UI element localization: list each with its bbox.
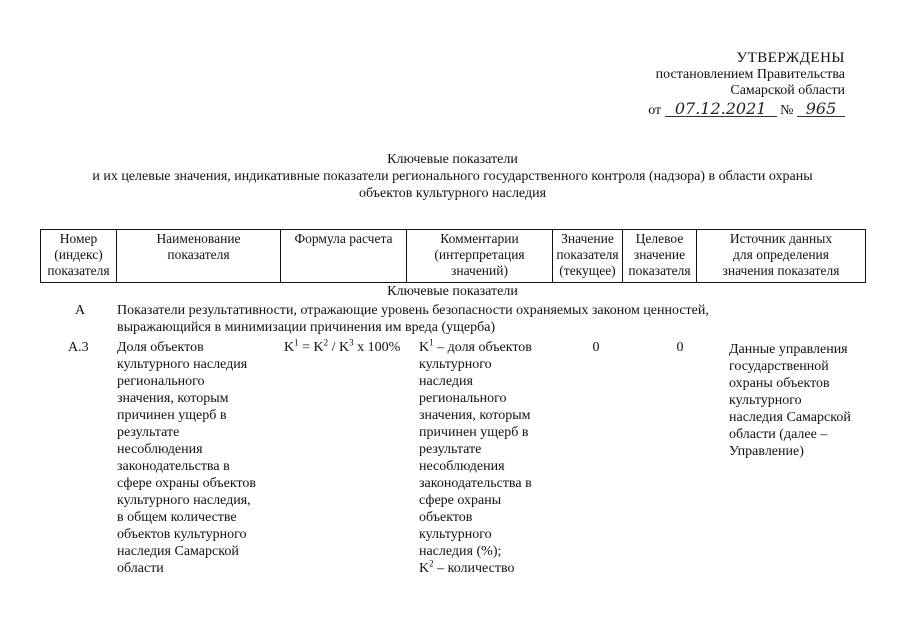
section-line-1: Показатели результативности, отражающие уровень безопасности охраняемых законом ценностей, [117,303,709,318]
document-title [40,151,865,202]
header-cell-number [41,230,117,283]
formula-symbol: K [339,340,350,355]
target-value: 0 [676,340,684,355]
header-text: Наименование [156,231,241,246]
title-line-3: объектов культурного наследия [358,186,547,201]
number-prefix: № [780,103,794,118]
header-text: показателя [556,247,619,262]
formula-operator: = [298,340,314,355]
header-text: Значение [561,231,614,246]
formula-index: 2 [429,558,434,569]
comment-line: несоблюдения [419,459,505,474]
comment-line: значения, которым [419,408,531,423]
header-text: Формула расчета [294,231,393,246]
header-cell-name [117,230,281,283]
section-line-2: выражающийся в минимизации причинения им вреда (ущерба) [117,320,496,335]
source-line: наследия Самарской [729,410,851,425]
comment-line: объектов [419,510,473,525]
approval-heading: УТВЕРЖДЕНЫ [736,50,845,66]
header-cell-data-source [697,230,866,283]
header-text: Целевое [635,231,684,246]
handwritten-number: 965 [797,101,845,117]
approval-line-2: Самарской области [730,83,845,98]
section-code: А [75,303,86,318]
title-line-2: и их целевые значения, индикативные показатели регионального государственного контроля (надзора) в области охраны [92,169,813,184]
table-header-row [41,230,866,283]
source-line: культурного [729,393,802,408]
formula-symbol: K [284,340,295,355]
name-line: несоблюдения [117,442,203,457]
header-text: для определения [733,247,829,262]
formula-operator: / [328,340,340,355]
name-line: культурного наследия, [117,493,251,508]
name-line: законодательства в [117,459,230,474]
comment-line: наследия [419,374,473,389]
source-line: государственной [729,359,829,374]
header-cell-formula [281,230,407,283]
name-line: сфере охраны объектов [117,476,257,491]
comment-line: наследия (%); [419,544,502,559]
row-number: А.3 [68,340,89,355]
comment-line: причинен ущерб в [419,425,529,440]
source-line: Управление) [729,444,804,459]
name-line: культурного наследия [117,357,248,372]
formula-symbol: K [313,340,324,355]
header-text: (интерпретация [434,247,525,262]
section-description [117,302,807,336]
date-prefix: от [648,103,662,118]
header-text: (текущее) [559,263,616,278]
name-line: результате [117,425,180,440]
indicator-name [117,339,287,577]
approval-line-1: постановлением Правительства [655,67,845,82]
header-text: показателя [628,263,691,278]
formula-operator: x 100% [353,340,401,355]
indicators-table-header [40,229,866,283]
name-line: Доля объектов [117,340,204,355]
header-text: (индекс) [54,247,103,262]
header-text: значение [633,247,686,262]
name-line: регионального [117,374,205,389]
comment-line: результате [419,442,482,457]
formula-index: 1 [294,337,299,348]
current-value: 0 [592,340,600,355]
title-line-1: Ключевые показатели [387,152,518,167]
comment-first-line [419,339,559,356]
name-line: в общем количестве [117,510,237,525]
source-line: Данные управления [729,342,848,357]
formula-symbol: K [419,340,430,355]
name-line: значения, которым [117,391,229,406]
header-text: значения показателя [722,263,840,278]
comment-text: – доля объектов [437,340,532,355]
comment-last-line [419,560,559,577]
source-line: охраны объектов [729,376,830,391]
comment-line: законодательства в [419,476,532,491]
header-text: показателя [47,263,110,278]
comment-line: сфере охраны [419,493,502,508]
source-line: области (далее – [729,427,828,442]
header-text: Источник данных [729,231,833,246]
header-text: Номер [59,231,98,246]
data-source [729,341,869,460]
formula-index: 1 [429,337,434,348]
name-line: причинен ущерб в [117,408,227,423]
header-cell-target-value [623,230,697,283]
header-text: значений) [451,263,508,278]
key-indicators-subheading: Ключевые показатели [387,284,518,299]
formula-symbol: K [419,561,430,576]
header-cell-comments [407,230,553,283]
name-line: наследия Самарской [117,544,239,559]
formula-index: 2 [323,337,329,348]
comment-text: – количество [437,561,515,576]
header-text: Комментарии [440,231,519,246]
header-cell-current-value [553,230,623,283]
name-line: области [117,561,164,576]
formula-index: 3 [349,337,354,348]
comment-line: культурного [419,527,492,542]
approval-block [648,50,845,119]
comment-line: культурного [419,357,492,372]
header-text: показателя [167,247,230,262]
calculation-formula [284,339,414,356]
comment-line: регионального [419,391,507,406]
name-line: объектов культурного [117,527,247,542]
approval-date-row [648,101,845,119]
handwritten-date: 07.12.2021 [665,101,777,117]
indicator-comment [419,339,559,577]
